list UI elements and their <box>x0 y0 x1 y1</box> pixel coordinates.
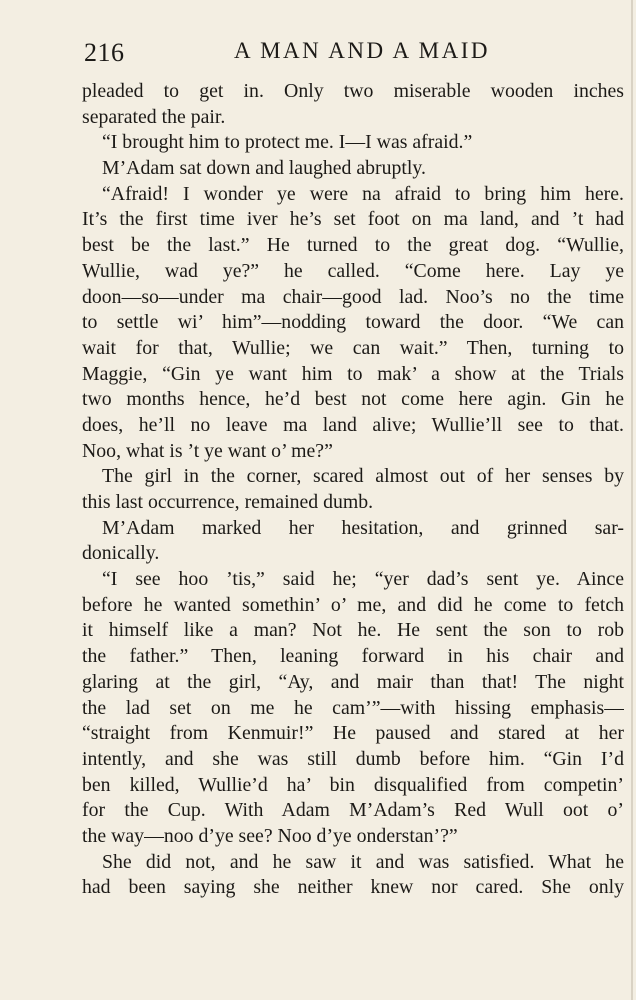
text-line: M’Adam marked her hesitation, and grinned sar- <box>102 516 624 539</box>
text-line: Wullie, wad ye?” he called. “Come here. Lay ye <box>82 259 624 282</box>
text-line: the lad set on me he cam’”—with hissing emphasis— <box>82 696 624 719</box>
text-line: does, he’ll no leave ma land alive; Wullie’ll see to that. <box>82 413 624 436</box>
page-header <box>84 38 624 78</box>
running-head: A MAN AND A MAID <box>234 38 490 63</box>
text-line: before he wanted somethin’ o’ me, and did he come to fetch <box>82 593 624 616</box>
text-line: two months hence, he’d best not come here agin. Gin he <box>82 388 624 411</box>
text-line: “I brought him to protect me. I—I was afraid.” <box>102 131 473 154</box>
text-line: She did not, and he saw it and was satisfied. What he <box>102 850 624 873</box>
text-line: “I see hoo ’tis,” said he; “yer dad’s sent ye. Aince <box>102 568 624 591</box>
text-line: Maggie, “Gin ye want him to mak’ a show at the Trials <box>82 362 624 385</box>
text-line: separated the pair. <box>82 105 226 128</box>
text-line: Noo, what is ’t ye want o’ me?” <box>82 439 333 462</box>
text-line: best be the last.” He turned to the great dog. “Wullie, <box>82 234 624 257</box>
text-line: this last occurrence, remained dumb. <box>82 491 374 513</box>
text-line: It’s the first time iver he’s set foot on ma land, and ’t had <box>82 208 624 231</box>
text-line: ben killed, Wullie’d ha’ bin disqualified from competin’ <box>82 773 624 796</box>
text-line: the father.” Then, leaning forward in his chair and <box>82 645 624 668</box>
text-line: intently, and she was still dumb before him. “Gin I’d <box>82 747 624 770</box>
text-line: the way—noo d’ye see? Noo d’ye onderstan’?” <box>82 824 458 847</box>
text-line: pleaded to get in. Only two miserable wooden inches <box>82 80 624 102</box>
text-line: “straight from Kenmuir!” He paused and stared at her <box>82 722 624 745</box>
text-line: “Afraid! I wonder ye were na afraid to bring him here. <box>102 182 624 205</box>
text-line: wait for that, Wullie; we can wait.” Then, turning to <box>82 336 624 359</box>
text-line: glaring at the girl, “Ay, and mair than that! The night <box>82 670 624 693</box>
page-edge <box>631 0 633 1000</box>
text-line: to settle wi’ him”—nodding toward the door. “We can <box>82 311 624 334</box>
text-line: had been saying she neither knew nor cared. She only <box>82 876 624 899</box>
text-line: doon—so—under ma chair—good lad. Noo’s no the time <box>82 285 624 308</box>
text-line: The girl in the corner, scared almost out of her senses by <box>102 465 624 488</box>
text-line: it himself like a man? Not he. He sent the son to rob <box>82 619 624 642</box>
text-line: for the Cup. With Adam M’Adam’s Red Wull oot o’ <box>82 799 624 822</box>
body-text <box>82 79 624 901</box>
text-line: donically. <box>82 542 160 565</box>
text-line: M’Adam sat down and laughed abruptly. <box>102 157 426 180</box>
page-number: 216 <box>84 38 125 67</box>
